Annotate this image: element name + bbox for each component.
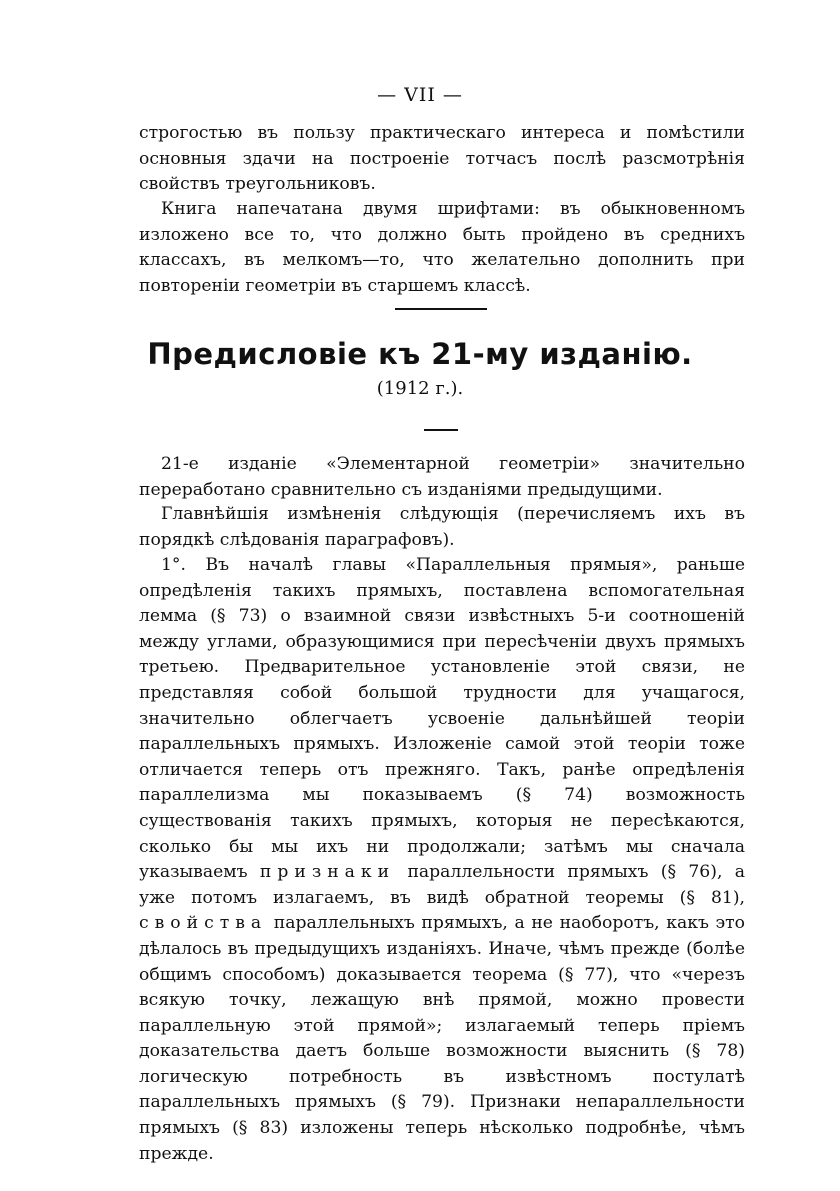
- paragraph-text-part: 1°. Въ началѣ главы «Параллельныя прямыя», раньше опредѣленія такихъ прямыхъ, поставлена вспомогательная лемма (§ 73) о взаимной связи извѣстныхъ 5-и соотношеній между углами, образующимися при пересѣченіи двухъ прямыхъ третьею. Предварительное установленіе этой связи, не представляя собой большой трудности для учащагося, значительно облегчаетъ усвоеніе дальнѣйшей теоріи параллельныхъ прямыхъ. Изложеніе самой этой теоріи тоже отличается теперь отъ прежняго. Такъ, ранѣе опредѣленія параллелизма мы показываемъ (§ 74) возможность существованія такихъ прямыхъ, которыя не пересѣкаются, сколько бы мы ихъ ни продолжали; затѣмъ мы сначала указываемъ: [139, 555, 745, 883]
- paragraph-text: строгостью въ пользу практическаго интереса и помѣстили основныя здачи на построеніе тотчасъ послѣ разсмотрѣнія свойствъ треугольниковъ.: [139, 123, 745, 195]
- paragraph-text-part: параллельныхъ прямыхъ, а не наоборотъ, какъ это дѣлалось въ предыдущихъ изданіяхъ. Иначе, чѣмъ прежде (болѣе общимъ способомъ) доказывается теорема (§ 77), что «черезъ всякую точку, лежащую внѣ прямой, можно провести параллельную этой прямой»; излагаемый теперь пріемъ доказательства даетъ больше возможности выяснить (§ 78) логическую потребность въ извѣстномъ постулатѣ параллельныхъ прямыхъ (§ 79). Признаки непараллельности прямыхъ (§ 83) изложены теперь нѣсколько подробнѣе, чѣмъ прежде.: [139, 913, 745, 1164]
- paragraph-text: 21-е изданіе «Элементарной геометріи» значительно переработано сравнительно съ изданіями предыдущими.: [139, 454, 745, 500]
- emphasized-word: признаки: [259, 862, 396, 883]
- paragraph-text: [139, 553, 745, 1167]
- body-paragraph: [139, 553, 745, 1167]
- emphasized-word: свойства: [139, 913, 268, 934]
- body-paragraph: [139, 502, 745, 553]
- page-number: — VII —: [377, 84, 463, 106]
- body-paragraph: [139, 452, 745, 503]
- paragraph-text: Книга напечатана двумя шрифтами: въ обыкновенномъ изложено все то, что должно быть пройдено въ среднихъ классахъ, въ мелкомъ—то, что желательно дополнить при повтореніи геометріи въ старшемъ классѣ.: [139, 199, 745, 296]
- paragraph-text-part: параллельности прямыхъ (§ 76), а уже потомъ излагаемъ, въ видѣ обратной теоремы (§ 81),: [139, 862, 745, 908]
- preface-paragraph: [139, 121, 745, 198]
- section-title: Предисловіе къ 21-му изданію.: [147, 337, 693, 371]
- paragraph-text: Главнѣйшія измѣненія слѣдующія (перечисляемъ ихъ въ порядкѣ слѣдованія параграфовъ).: [139, 504, 745, 550]
- section-year: (1912 г.).: [376, 378, 464, 399]
- title-divider: [424, 429, 458, 431]
- section-divider: [395, 308, 487, 310]
- preface-paragraph: [139, 197, 745, 299]
